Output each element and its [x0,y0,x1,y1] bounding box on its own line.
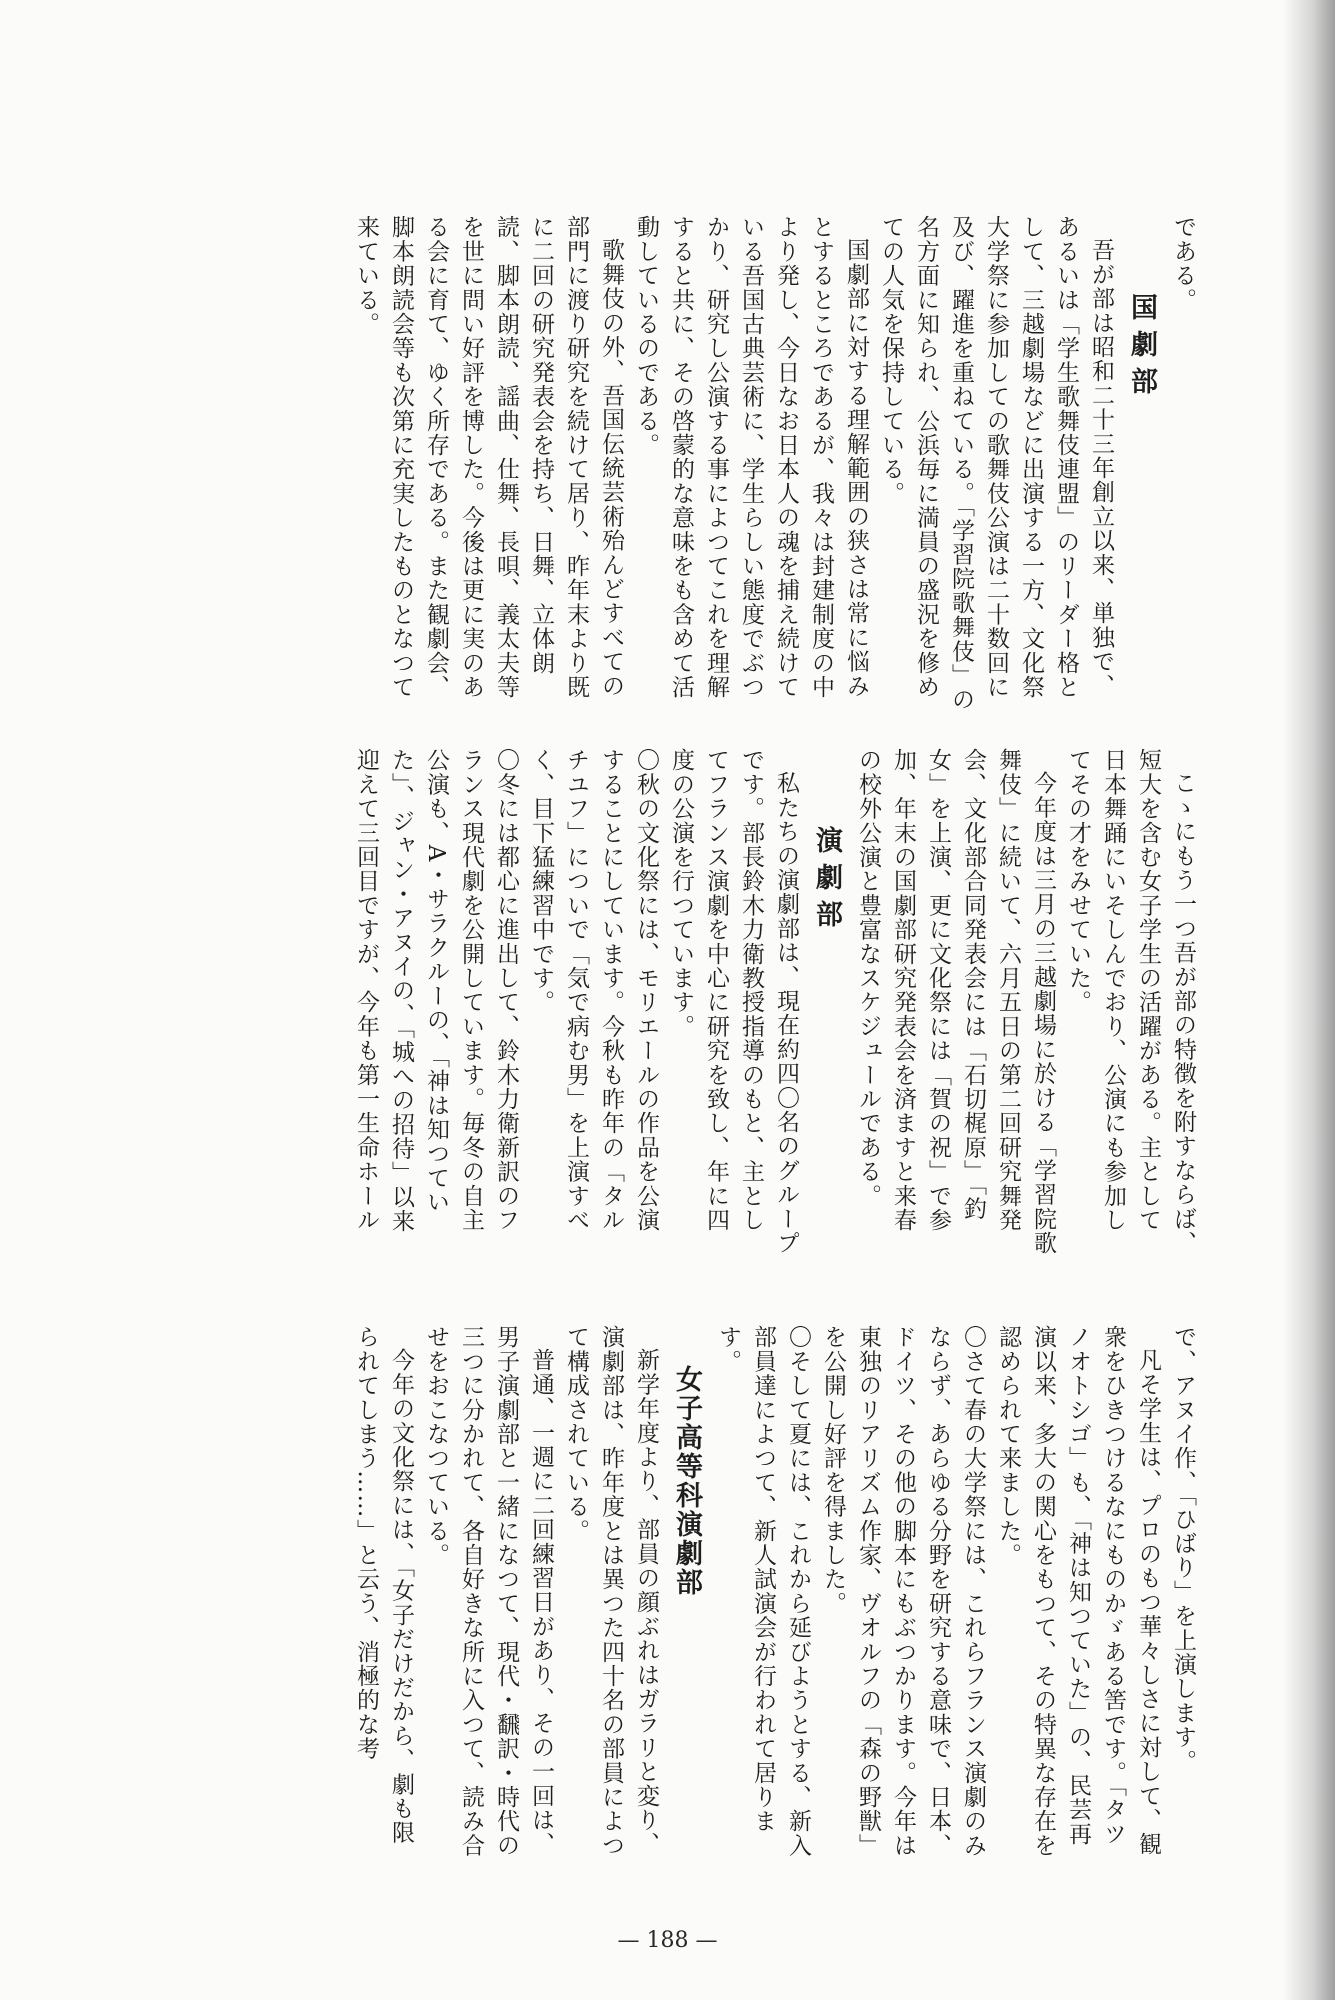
paragraph: 今年の文化祭には、「女子だけだから、劇も限られてしまう……」と云う、消極的な考 [353,1325,414,1845]
paragraph: 〇さて春の大学祭には、これらフランス演劇のみならず、あらゆる分野を研究する意味で、日本、ドイツ、その他の脚本にもぶつかります。今年は東独のリアリズム作家、ヴオルフの「森の野獣」を公開し好評を得ました。 [820,1325,986,1858]
section-heading-joshi-engeki: 女子高等科演劇部 [671,1365,702,1597]
paragraph: 今年度は三月の三越劇場に於ける「学習院歌舞伎」に続いて、六月五日の第二回研究舞発会、文化部合同発表会には「石切梶原」「釣女」を上演、更に文化祭には「賀の祝」で参加、年末の国劇部研究発表会を済ますと来春の校外公演と豊富なスケジュールである。 [855,748,1056,1255]
paragraph: で、アヌイ作、「ひばり」を上演します。 [1170,1325,1196,1774]
text-tier-top [140,215,1200,715]
text-tier-middle [140,748,1200,1256]
section-heading-kokugeki: 国劇部 [1126,293,1157,404]
paragraph: 〇秋の文化祭には、モリエールの作品を公演することにしています。今秋も昨年の「タルチユフ」についで「気で病む男」を上演すべく、目下猛練習中です。 [528,748,659,1232]
paragraph: である。 [1170,215,1196,312]
paragraph: 凡そ学生は、プロのもつ華々しさに対して、観衆をひきつけるなにものかゞある筈です。「タツノオトシゴ」も、「神は知つていた」の、民芸再演以来、多大の関心をもつて、その特異な存在を認められて来ました。 [995,1325,1161,1858]
paragraph: 私たちの演劇部は、現在約四〇名のグループです。部長鈴木力衛教授指導のもと、主としてフランス演劇を中心に研究を致し、年に四度の公演を行つています。 [668,748,799,1255]
paragraph: 〇そして夏には、これから延びようとする、新入部員達によつて、新人試演会が行われて居ります。 [715,1325,811,1858]
paragraph: 〇冬には都心に進出して、鈴木力衛新訳のフランス現代劇を公開しています。毎冬の自主公演も、A・サラクルーの、「神は知つていた」、ジャン・アヌイの、「城への招待」以来迎えて三回目ですが、今年も第一生命ホール [353,748,519,1234]
paragraph: こゝにもう一つ吾が部の特徴を附すならば、短大を含む女子学生の活躍がある。主として日本舞踊にいそしんでおり、公演にも参加してその才をみせていた。 [1065,748,1196,1255]
page-number: — 188 — [617,1928,718,1953]
paragraph: 普通、一週に二回練習日があり、その一回は、男子演劇部と一緒になつて、現代・飜訳・時代の三つに分かれて、各自好きな所に入つて、読み合せをおこなつている。 [423,1325,554,1858]
paragraph: 歌舞伎の外、吾国伝統芸術殆んどすべての部門に渡り研究を続けて居り、昨年末より既に二回の研究発表会を持ち、日舞、立体朗読、脚本朗読、謡曲、仕舞、長唄、義太夫等を世に問い好評を博した。今後は更に実のある会に育て、ゆく所存である。また観劇会、脚本朗読会等も次第に充実したものとなつて来ている。 [353,215,624,699]
binding-shadow [1283,0,1335,2000]
section-heading-engeki: 演劇部 [811,826,842,937]
paragraph: 吾が部は昭和二十三年創立以来、単独で、あるいは「学生歌舞伎連盟」のリーダー格として、三越劇場などに出演する一方、文化祭大学祭に参加しての歌舞伎公演は二十数回に及び、躍進を重ねている。「学習院歌舞伎」の名方面に知られ、公浜毎に満員の盛況を修めての人気を保持している。 [878,215,1114,712]
paragraph: 新学年度より、部員の顔ぶれはガラリと変り、演劇部は、昨年度とは異つた四十名の部員によつて構成されている。 [563,1325,659,1858]
paragraph: 国劇部に対する理解範囲の狭さは常に悩みとするところであるが、我々は封建制度の中より発し、今日なお日本人の魂を捕え続けている吾国古典芸術に、学生らしい態度でぶつかり、研究し公演する事によつてこれを理解すると共に、その啓蒙的な意味をも含めて活動しているのである。 [633,215,869,700]
text-tier-bottom [140,1325,1200,1865]
